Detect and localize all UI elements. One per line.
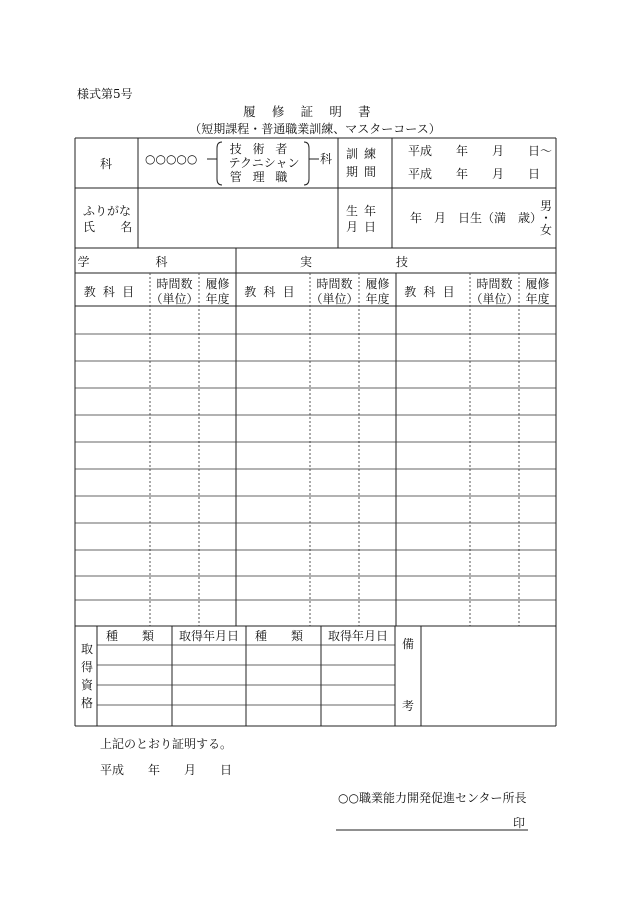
birth-label-2: 月日 xyxy=(346,220,383,234)
period-end: 平成 年 月 日 xyxy=(408,167,541,181)
form-number: 様式第5号 xyxy=(77,87,133,101)
role-manager: 管理職 xyxy=(229,170,299,184)
certify-date: 平成 年 月 日 xyxy=(100,763,233,777)
role-engineer: 技術者 xyxy=(229,142,299,156)
col-year-3b: 年度 xyxy=(525,292,550,306)
col-hours-2a: 時間数 xyxy=(316,277,353,291)
qual-type-col-1: 種 類 xyxy=(106,629,155,643)
col-hours-3a: 時間数 xyxy=(476,277,513,291)
col-year-2b: 年度 xyxy=(365,292,390,306)
remarks-label-top: 備 xyxy=(402,637,415,651)
birth-value: 年 月 日生（満 歳） xyxy=(410,211,543,225)
period-start: 平成 年 月 日〜 xyxy=(408,144,553,158)
section-gakka: 学科 xyxy=(77,255,234,269)
qual-label-char-1: 取 xyxy=(81,642,94,656)
sex-female: 女 xyxy=(540,223,553,237)
role-technician: テクニシャン xyxy=(228,156,300,170)
ka-label: 科 xyxy=(100,157,113,171)
col-hours-2b: （単位） xyxy=(310,292,359,306)
document-title: 履修証明書 xyxy=(243,104,387,119)
qual-label-char-2: 得 xyxy=(81,660,94,674)
col-hours-1b: （単位） xyxy=(150,292,199,306)
col-year-3a: 履修 xyxy=(525,277,550,291)
qual-date-col-2: 取得年月日 xyxy=(327,629,388,643)
col-subject-2: 教科目 xyxy=(244,285,302,299)
seal-mark: 印 xyxy=(513,816,526,830)
col-hours-3b: （単位） xyxy=(470,292,519,306)
document-subtitle: （短期課程・普通職業訓練、マスターコース） xyxy=(189,122,441,136)
qual-type-col-2: 種 類 xyxy=(255,629,304,643)
qual-date-col-1: 取得年月日 xyxy=(178,629,239,643)
section-jitsugi: 実技 xyxy=(299,255,492,269)
kunren-kikan-label-2: 期間 xyxy=(346,165,383,179)
qual-label-char-3: 資 xyxy=(81,678,94,692)
furigana-label: ふりがな xyxy=(83,204,132,218)
certify-text: 上記のとおり証明する。 xyxy=(100,737,233,751)
col-year-1a: 履修 xyxy=(205,277,230,291)
col-hours-1a: 時間数 xyxy=(156,277,193,291)
sex-male: 男 xyxy=(540,199,553,213)
qual-label-char-4: 格 xyxy=(81,696,94,710)
ka-suffix: 科 xyxy=(320,152,333,166)
col-subject-1: 教科目 xyxy=(83,285,142,299)
name-label: 氏 名 xyxy=(83,220,139,234)
birth-label-1: 生年 xyxy=(346,204,383,218)
issuer-name: ○○職業能力開発促進センター所長 xyxy=(338,791,527,805)
col-year-1b: 年度 xyxy=(205,292,230,306)
kunren-kikan-label-1: 訓練 xyxy=(346,147,383,161)
remarks-label-bottom: 考 xyxy=(402,699,415,713)
sex-dot: ・ xyxy=(540,211,553,225)
col-subject-3: 教科目 xyxy=(404,285,462,299)
col-year-2a: 履修 xyxy=(365,277,390,291)
ka-prefix: ○○○○○ xyxy=(145,152,198,166)
